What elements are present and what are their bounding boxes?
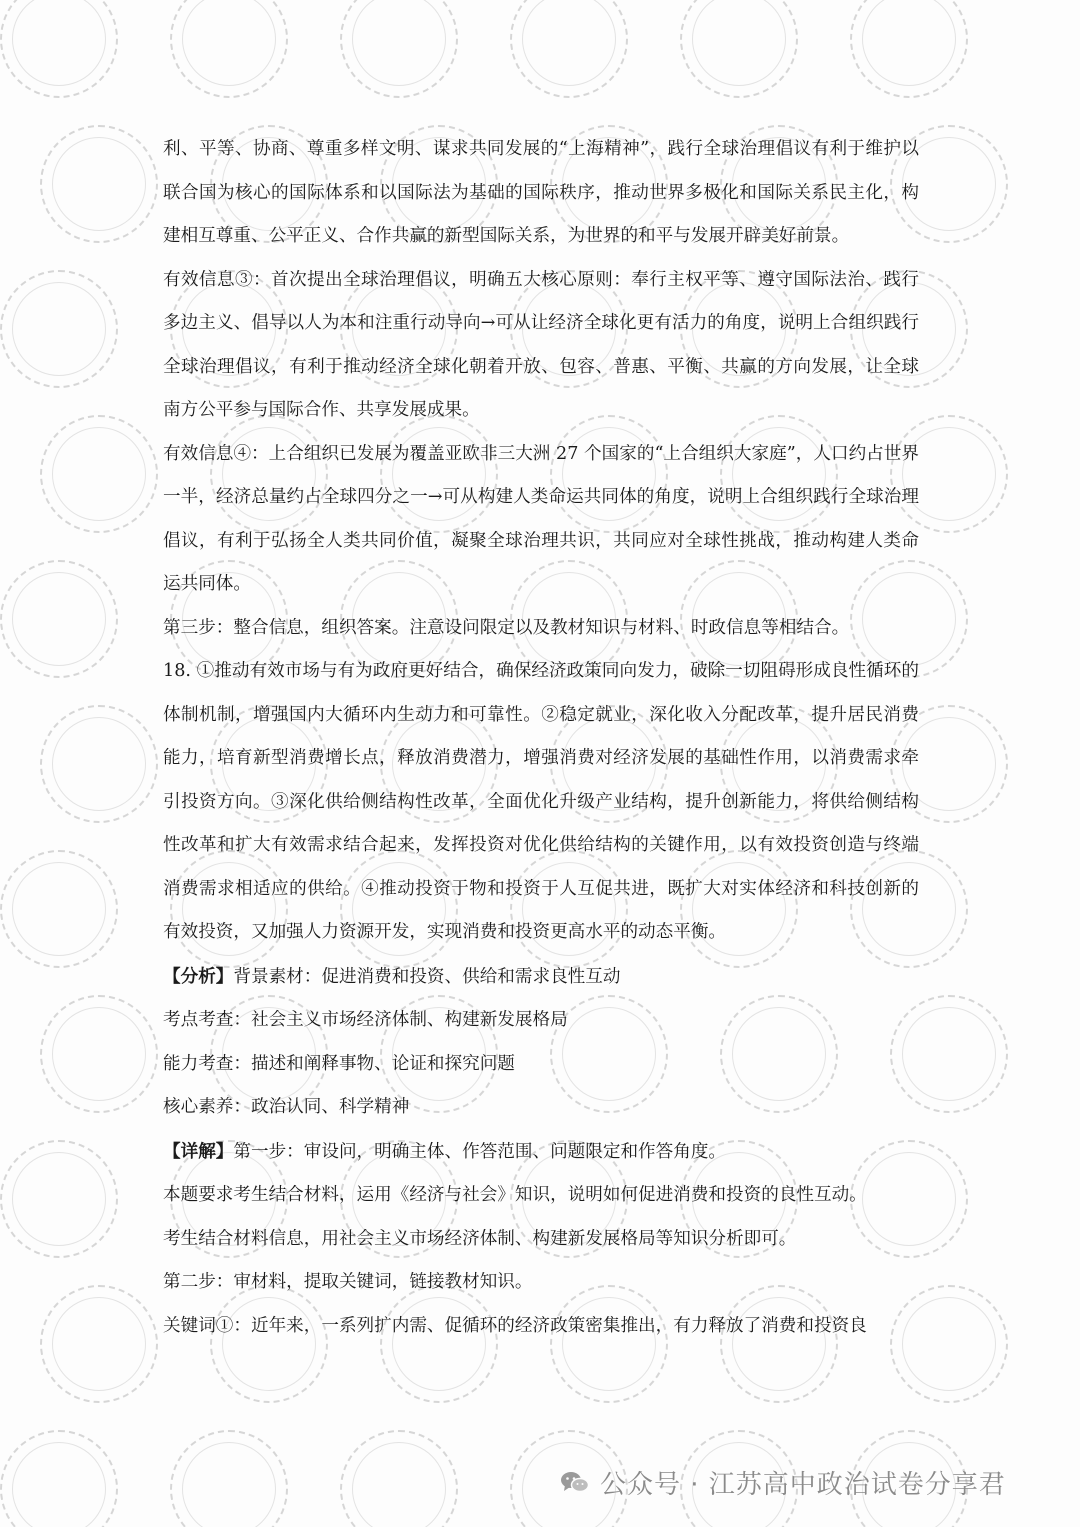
explanation-text: 第一步：审设问，明确主体、作答范围、问题限定和作答角度。 — [233, 1141, 727, 1162]
paragraph-step-2: 第二步：审材料，提取关键词，链接教材知识。 — [163, 1272, 533, 1292]
paragraph-keyword-1: 关键词①：近年来，一系列扩内需、促循环的经济政策密集推出，有力释放了消费和投资良 — [163, 1315, 867, 1336]
watermark-seal — [0, 1430, 118, 1527]
watermark-seal — [340, 1430, 458, 1527]
watermark-seal — [170, 0, 288, 98]
analysis-label: 【分析】 — [163, 965, 234, 987]
watermark-seal — [40, 415, 158, 533]
paragraph-ability: 能力考查：描述和阐释事物、论证和探究问题 — [163, 1053, 515, 1074]
watermark-seal — [0, 0, 118, 98]
watermark-seal — [0, 850, 118, 968]
explanation-label: 【详解】 — [163, 1140, 234, 1162]
watermark-seal — [40, 1285, 158, 1403]
watermark-seal — [40, 995, 158, 1113]
paragraph-step-3: 第三步：整合信息，组织答案。注意设问限定以及教材知识与材料、时政信息等相结合。 — [163, 617, 850, 638]
paragraph-core-literacy: 核心素养：政治认同、科学精神 — [163, 1097, 410, 1117]
answer-text-block — [163, 128, 919, 1348]
watermark-seal — [680, 0, 798, 98]
paragraph-explanation — [163, 1130, 919, 1175]
watermark-seal — [170, 1430, 288, 1527]
footer-brand — [560, 1462, 1006, 1502]
paragraph-shanghai-spirit: 利、平等、协商、尊重多样文明、谋求共同发展的“上海精神”，践行全球治理倡议有利于维护以联合国为核心的国际体系和以国际法为基础的国际秩序，推动世界多极化和国际关系民主化，构建相互尊重、公平正义、合作共赢的新型国际关系，为世界的和平与发展开辟美好前景。 — [163, 139, 919, 246]
paragraph-requirement: 本题要求考生结合材料，运用《经济与社会》知识，说明如何促进消费和投资的良性互动。 — [163, 1185, 867, 1205]
watermark-seal — [850, 0, 968, 98]
paragraph-guidance: 考生结合材料信息，用社会主义市场经济体制、构建新发展格局等知识分析即可。 — [163, 1228, 797, 1249]
analysis-text: 背景素材：促进消费和投资、供给和需求良性互动 — [233, 966, 621, 987]
paragraph-info-4: 有效信息④：上合组织已发展为覆盖亚欧非三大洲 27 个国家的“上合组织大家庭”，人口约占世界一半，经济总量约占全球四分之一→可从构建人类命运共同体的角度，说明上合组织践行全球治理倡议，有利于弘扬全人类共同价值，凝聚全球治理共识，共同应对全球性挑战，推动构建人类命运共同体。 — [163, 443, 919, 594]
paragraph-analysis — [163, 955, 919, 1000]
watermark-seal — [0, 270, 118, 388]
watermark-seal — [0, 560, 118, 678]
watermark-seal — [40, 125, 158, 243]
watermark-seal — [0, 1140, 118, 1258]
watermark-seal — [340, 0, 458, 98]
watermark-seal — [40, 705, 158, 823]
paragraph-info-3: 有效信息③：首次提出全球治理倡议，明确五大核心原则：奉行主权平等、遵守国际法治、践行多边主义、倡导以人为本和注重行动导向→可从让经济全球化更有活力的角度，说明上合组织践行全球治理倡议，有利于推动经济全球化朝着开放、包容、普惠、平衡、共赢的方向发展，让全球南方公平参与国际合作、共享发展成果。 — [163, 269, 919, 420]
paragraph-answer-18: 18. ①推动有效市场与有为政府更好结合，确保经济政策同向发力，破除一切阻碍形成良性循环的体制机制，增强国内大循环内生动力和可靠性。②稳定就业，深化收入分配改革，提升居民消费能力，培育新型消费增长点，释放消费潜力，增强消费对经济发展的基础性作用，以消费需求牵引投资方向。③深化供给侧结构性改革，全面优化升级产业结构，提升创新能力，将供给侧结构性改革和扩大有效需求结合起来，发挥投资对优化供给结构的关键作用，以有效投资创造与终端消费需求相适应的供给。④推动投资于物和投资于人互促共进，既扩大对实体经济和科技创新的有效投资，又加强人力资源开发，实现消费和投资更高水平的动态平衡。 — [163, 661, 919, 942]
watermark-seal — [510, 0, 628, 98]
wechat-icon — [560, 1470, 590, 1494]
paragraph-exam-points: 考点考查：社会主义市场经济体制、构建新发展格局 — [163, 1010, 568, 1030]
footer-brand-text: 公众号 · 江苏高中政治试卷分享君 — [600, 1469, 1006, 1500]
